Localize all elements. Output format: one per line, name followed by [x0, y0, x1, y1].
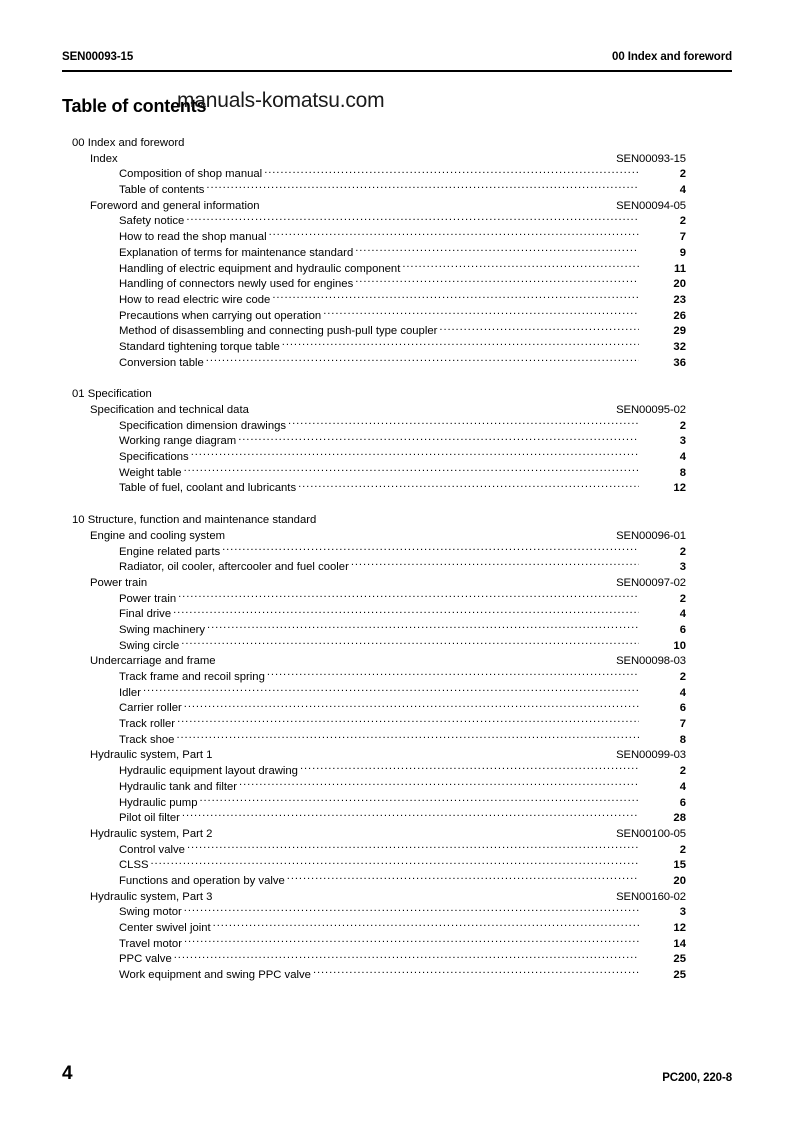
- toc-page-number: 36: [673, 356, 686, 369]
- toc-document-number: SEN00093-15: [616, 152, 686, 165]
- toc-dot-leader: [186, 135, 639, 146]
- toc-page-number: 4: [679, 686, 686, 699]
- toc-dot-leader: [214, 747, 613, 758]
- toc-dot-leader: [239, 779, 639, 790]
- toc-dot-leader: [184, 465, 639, 476]
- toc-entry[interactable]: [62, 355, 686, 371]
- toc-dot-leader: [287, 873, 639, 884]
- toc-dot-leader: [182, 810, 639, 821]
- toc-dot-leader: [269, 229, 639, 240]
- toc-entry[interactable]: [62, 323, 686, 339]
- toc-page-number: 28: [673, 812, 686, 825]
- toc-entry-label: Handling of electric equipment and hydraulic component: [119, 262, 401, 275]
- toc-entry[interactable]: [62, 606, 686, 622]
- toc-document-number: SEN00160-02: [616, 890, 686, 903]
- toc-entry-label: Explanation of terms for maintenance standard: [119, 246, 354, 259]
- toc-subsection-heading: [62, 528, 686, 544]
- toc-entry-label: PPC valve: [119, 953, 172, 966]
- toc-page-number: 11: [674, 262, 686, 275]
- toc-dot-leader: [264, 166, 639, 177]
- toc-dot-leader: [214, 889, 613, 900]
- toc-entry-label: Precautions when carrying out operation: [119, 309, 322, 322]
- toc-page-number: 14: [673, 937, 686, 950]
- toc-entry-label: Weight table: [119, 466, 182, 479]
- toc-entry-label: Track shoe: [119, 733, 175, 746]
- toc-dot-leader: [143, 685, 639, 696]
- toc-entry[interactable]: [62, 276, 686, 292]
- toc-subsection-heading: [62, 826, 686, 842]
- toc-dot-leader: [186, 213, 639, 224]
- toc-dot-leader: [206, 182, 639, 193]
- toc-page-number: 29: [673, 325, 686, 338]
- toc-dot-leader: [184, 700, 639, 711]
- toc-dot-leader: [120, 151, 613, 162]
- toc-subsection-heading: [62, 402, 686, 418]
- toc-entry[interactable]: [62, 810, 686, 826]
- toc-entry[interactable]: [62, 700, 686, 716]
- toc-entry[interactable]: [62, 622, 686, 638]
- toc-entry-label: 10 Structure, function and maintenance standard: [72, 514, 317, 527]
- toc-page-number: 2: [679, 671, 686, 683]
- toc-dot-leader: [238, 433, 639, 444]
- toc-entry[interactable]: [62, 920, 686, 936]
- toc-subsection-heading: [62, 889, 686, 905]
- toc-page-number: 9: [679, 246, 686, 259]
- toc-entry[interactable]: [62, 433, 686, 449]
- toc-document-number: SEN00094-05: [616, 199, 686, 212]
- toc-dot-leader: [300, 763, 639, 774]
- toc-subsection-heading: [62, 575, 686, 591]
- toc-dot-leader: [227, 528, 613, 539]
- toc-dot-leader: [272, 292, 639, 303]
- toc-entry-label: Undercarriage and frame: [90, 655, 216, 668]
- toc-entry-label: Table of fuel, coolant and lubricants: [119, 482, 297, 495]
- toc-entry[interactable]: [62, 591, 686, 607]
- toc-entry[interactable]: [62, 308, 686, 324]
- toc-entry-label: Hydraulic pump: [119, 796, 198, 809]
- toc-dot-leader: [177, 716, 639, 727]
- toc-document-number: SEN00099-03: [616, 749, 686, 762]
- toc-entry-label: Work equipment and swing PPC valve: [119, 969, 311, 982]
- toc-page-number: 3: [679, 561, 686, 574]
- toc-page-number: 3: [679, 906, 686, 919]
- toc-page-number: 2: [679, 765, 686, 778]
- toc-dot-leader: [184, 936, 639, 947]
- toc-entry-label: Standard tightening torque table: [119, 340, 280, 353]
- toc-dot-leader: [298, 480, 639, 491]
- toc-entry-label: Handling of connectors newly used for engines: [119, 278, 354, 291]
- footer-page-number: 4: [62, 1063, 73, 1084]
- toc-subsection-heading: [62, 151, 686, 167]
- toc-entry-label: Track roller: [119, 718, 176, 731]
- toc-entry[interactable]: [62, 559, 686, 575]
- toc-entry-label: Engine and cooling system: [90, 529, 226, 542]
- page-title: Table of contents: [62, 96, 207, 116]
- toc-page-number: 8: [679, 466, 686, 479]
- toc-entry[interactable]: [62, 779, 686, 795]
- toc-document-number: SEN00095-02: [616, 404, 686, 416]
- toc-entry-label: Working range diagram: [119, 435, 237, 448]
- toc-page-number: 25: [673, 969, 686, 982]
- toc-entry-label: CLSS: [119, 859, 149, 872]
- toc-entry-label: How to read the shop manual: [119, 231, 267, 244]
- toc-entry[interactable]: [62, 245, 686, 261]
- toc-subsection-heading: [62, 653, 686, 669]
- toc-page-number: 20: [673, 874, 686, 887]
- toc-entry-label: Final drive: [119, 608, 172, 621]
- toc-page-number: 4: [679, 780, 686, 793]
- toc-page-number: 12: [673, 482, 686, 495]
- table-of-contents: [62, 135, 686, 983]
- toc-document-number: SEN00097-02: [616, 576, 686, 589]
- toc-entry-label: How to read electric wire code: [119, 293, 271, 306]
- toc-dot-leader: [355, 245, 639, 256]
- toc-page-number: 2: [679, 592, 686, 605]
- toc-entry-label: Engine related parts: [119, 545, 221, 558]
- toc-page-number: 6: [679, 796, 686, 809]
- toc-dot-leader: [176, 732, 639, 743]
- toc-dot-leader: [207, 622, 639, 633]
- toc-entry[interactable]: [62, 873, 686, 889]
- toc-entry-label: Idler: [119, 686, 141, 699]
- toc-section-heading: [62, 386, 686, 402]
- toc-page-number: 2: [679, 545, 686, 558]
- toc-group: [62, 512, 686, 983]
- toc-entry[interactable]: [62, 418, 686, 434]
- watermark-text: manuals-komatsu.com: [177, 89, 385, 112]
- toc-page-number: 4: [679, 451, 686, 464]
- toc-entry[interactable]: [62, 716, 686, 732]
- toc-page-number: 32: [673, 340, 686, 353]
- toc-entry[interactable]: [62, 904, 686, 920]
- toc-group: [62, 386, 686, 496]
- toc-entry[interactable]: [62, 261, 686, 277]
- toc-page-number: 4: [679, 184, 686, 197]
- header-document-number: SEN00093-15: [62, 51, 134, 63]
- toc-entry-label: Method of disassembling and connecting push-pull type coupler: [119, 325, 438, 338]
- toc-dot-leader: [351, 559, 639, 570]
- toc-dot-leader: [181, 638, 639, 649]
- toc-entry-label: Conversion table: [119, 356, 204, 369]
- toc-page-number: 10: [673, 639, 686, 652]
- toc-page-number: 6: [679, 623, 686, 636]
- toc-entry[interactable]: [62, 732, 686, 748]
- toc-page-number: 2: [679, 419, 686, 432]
- toc-dot-leader: [282, 339, 639, 350]
- toc-dot-leader: [174, 951, 639, 962]
- toc-entry[interactable]: [62, 292, 686, 308]
- header-divider-rule: [62, 70, 732, 72]
- toc-entry[interactable]: [62, 669, 686, 685]
- toc-entry[interactable]: [62, 480, 686, 496]
- toc-dot-leader: [191, 449, 639, 460]
- toc-page-number: 20: [673, 278, 686, 291]
- toc-entry-label: Swing motor: [119, 906, 182, 919]
- toc-document-number: SEN00096-01: [616, 529, 686, 542]
- toc-dot-leader: [288, 418, 639, 429]
- toc-entry-label: Control valve: [119, 843, 185, 856]
- toc-page-number: 6: [679, 702, 686, 715]
- toc-entry-label: Swing circle: [119, 639, 180, 652]
- toc-dot-leader: [206, 355, 639, 366]
- toc-subsection-heading: [62, 747, 686, 763]
- toc-page-number: 7: [679, 231, 686, 244]
- toc-dot-leader: [323, 308, 639, 319]
- toc-dot-leader: [267, 669, 639, 680]
- running-header: [62, 50, 732, 70]
- toc-dot-leader: [214, 826, 613, 837]
- toc-document-number: SEN00100-05: [616, 827, 686, 840]
- toc-dot-leader: [151, 857, 639, 868]
- header-section-title: 00 Index and foreword: [612, 51, 732, 63]
- toc-entry-label: Power train: [90, 576, 148, 589]
- toc-entry-label: Carrier roller: [119, 702, 182, 715]
- toc-dot-leader: [222, 544, 639, 555]
- toc-entry[interactable]: [62, 544, 686, 560]
- toc-entry[interactable]: [62, 795, 686, 811]
- toc-entry-label: Table of contents: [119, 184, 205, 197]
- toc-dot-leader: [402, 261, 639, 272]
- toc-dot-leader: [439, 323, 639, 334]
- toc-entry-label: Hydraulic system, Part 2: [90, 827, 213, 840]
- toc-entry-label: Composition of shop manual: [119, 168, 263, 181]
- toc-dot-leader: [262, 198, 614, 209]
- toc-entry-label: Foreword and general information: [90, 199, 260, 212]
- toc-page-number: 2: [679, 168, 686, 181]
- toc-dot-leader: [149, 575, 613, 586]
- toc-document-number: SEN00098-03: [616, 655, 686, 668]
- toc-dot-leader: [173, 606, 639, 617]
- toc-entry[interactable]: [62, 465, 686, 481]
- toc-section-heading: [62, 512, 686, 528]
- toc-entry-label: Functions and operation by valve: [119, 874, 285, 887]
- toc-page-number: 4: [679, 608, 686, 621]
- toc-entry-label: Safety notice: [119, 215, 185, 228]
- toc-entry[interactable]: [62, 857, 686, 873]
- toc-page-number: 25: [673, 953, 686, 966]
- toc-dot-leader: [313, 967, 639, 978]
- toc-dot-leader: [251, 402, 613, 413]
- toc-page-number: 2: [679, 843, 686, 856]
- toc-entry-label: Specification dimension drawings: [119, 419, 287, 432]
- toc-entry-label: Swing machinery: [119, 623, 206, 636]
- toc-section-heading: [62, 135, 686, 151]
- toc-entry[interactable]: [62, 449, 686, 465]
- toc-entry[interactable]: [62, 951, 686, 967]
- toc-entry[interactable]: [62, 763, 686, 779]
- toc-dot-leader: [187, 842, 639, 853]
- toc-dot-leader: [178, 591, 639, 602]
- toc-dot-leader: [184, 904, 639, 915]
- toc-entry[interactable]: [62, 638, 686, 654]
- toc-page-number: 7: [679, 718, 686, 731]
- toc-dot-leader: [199, 795, 639, 806]
- toc-page-number: 3: [679, 435, 686, 448]
- footer-model-name: PC200, 220-8: [662, 1072, 732, 1084]
- toc-page-number: 15: [673, 859, 686, 872]
- toc-dot-leader: [355, 276, 639, 287]
- toc-entry[interactable]: [62, 967, 686, 983]
- toc-page-number: 8: [679, 733, 686, 746]
- toc-entry-label: 00 Index and foreword: [72, 137, 185, 149]
- toc-group: [62, 135, 686, 370]
- toc-entry-label: Specifications: [119, 451, 189, 464]
- toc-entry[interactable]: [62, 842, 686, 858]
- toc-entry[interactable]: [62, 213, 686, 229]
- toc-page-number: 23: [673, 293, 686, 306]
- toc-entry[interactable]: [62, 685, 686, 701]
- toc-entry[interactable]: [62, 182, 686, 198]
- toc-entry-label: Power train: [119, 592, 177, 605]
- toc-entry-label: Pilot oil filter: [119, 812, 180, 825]
- toc-entry[interactable]: [62, 229, 686, 245]
- toc-entry-label: Specification and technical data: [90, 404, 249, 416]
- toc-entry-label: Hydraulic system, Part 1: [90, 749, 213, 762]
- toc-entry-label: Hydraulic tank and filter: [119, 780, 238, 793]
- toc-entry-label: 01 Specification: [72, 388, 152, 401]
- toc-entry-label: Radiator, oil cooler, aftercooler and fuel cooler: [119, 561, 349, 574]
- toc-entry-label: Index: [90, 152, 118, 165]
- toc-dot-leader: [213, 920, 639, 931]
- toc-entry[interactable]: [62, 339, 686, 355]
- toc-entry-label: Travel motor: [119, 937, 182, 950]
- toc-entry-label: Center swivel joint: [119, 922, 211, 934]
- running-footer: [62, 1063, 732, 1085]
- toc-dot-leader: [154, 386, 639, 397]
- toc-entry[interactable]: [62, 166, 686, 182]
- toc-dot-leader: [218, 653, 614, 664]
- toc-subsection-heading: [62, 198, 686, 214]
- toc-entry[interactable]: [62, 936, 686, 952]
- toc-entry-label: Track frame and recoil spring: [119, 671, 265, 683]
- toc-dot-leader: [318, 512, 639, 523]
- toc-entry-label: Hydraulic equipment layout drawing: [119, 765, 298, 778]
- toc-page-number: 26: [673, 309, 686, 322]
- toc-page-number: 12: [673, 922, 686, 934]
- toc-page-number: 2: [679, 215, 686, 228]
- toc-entry-label: Hydraulic system, Part 3: [90, 890, 213, 903]
